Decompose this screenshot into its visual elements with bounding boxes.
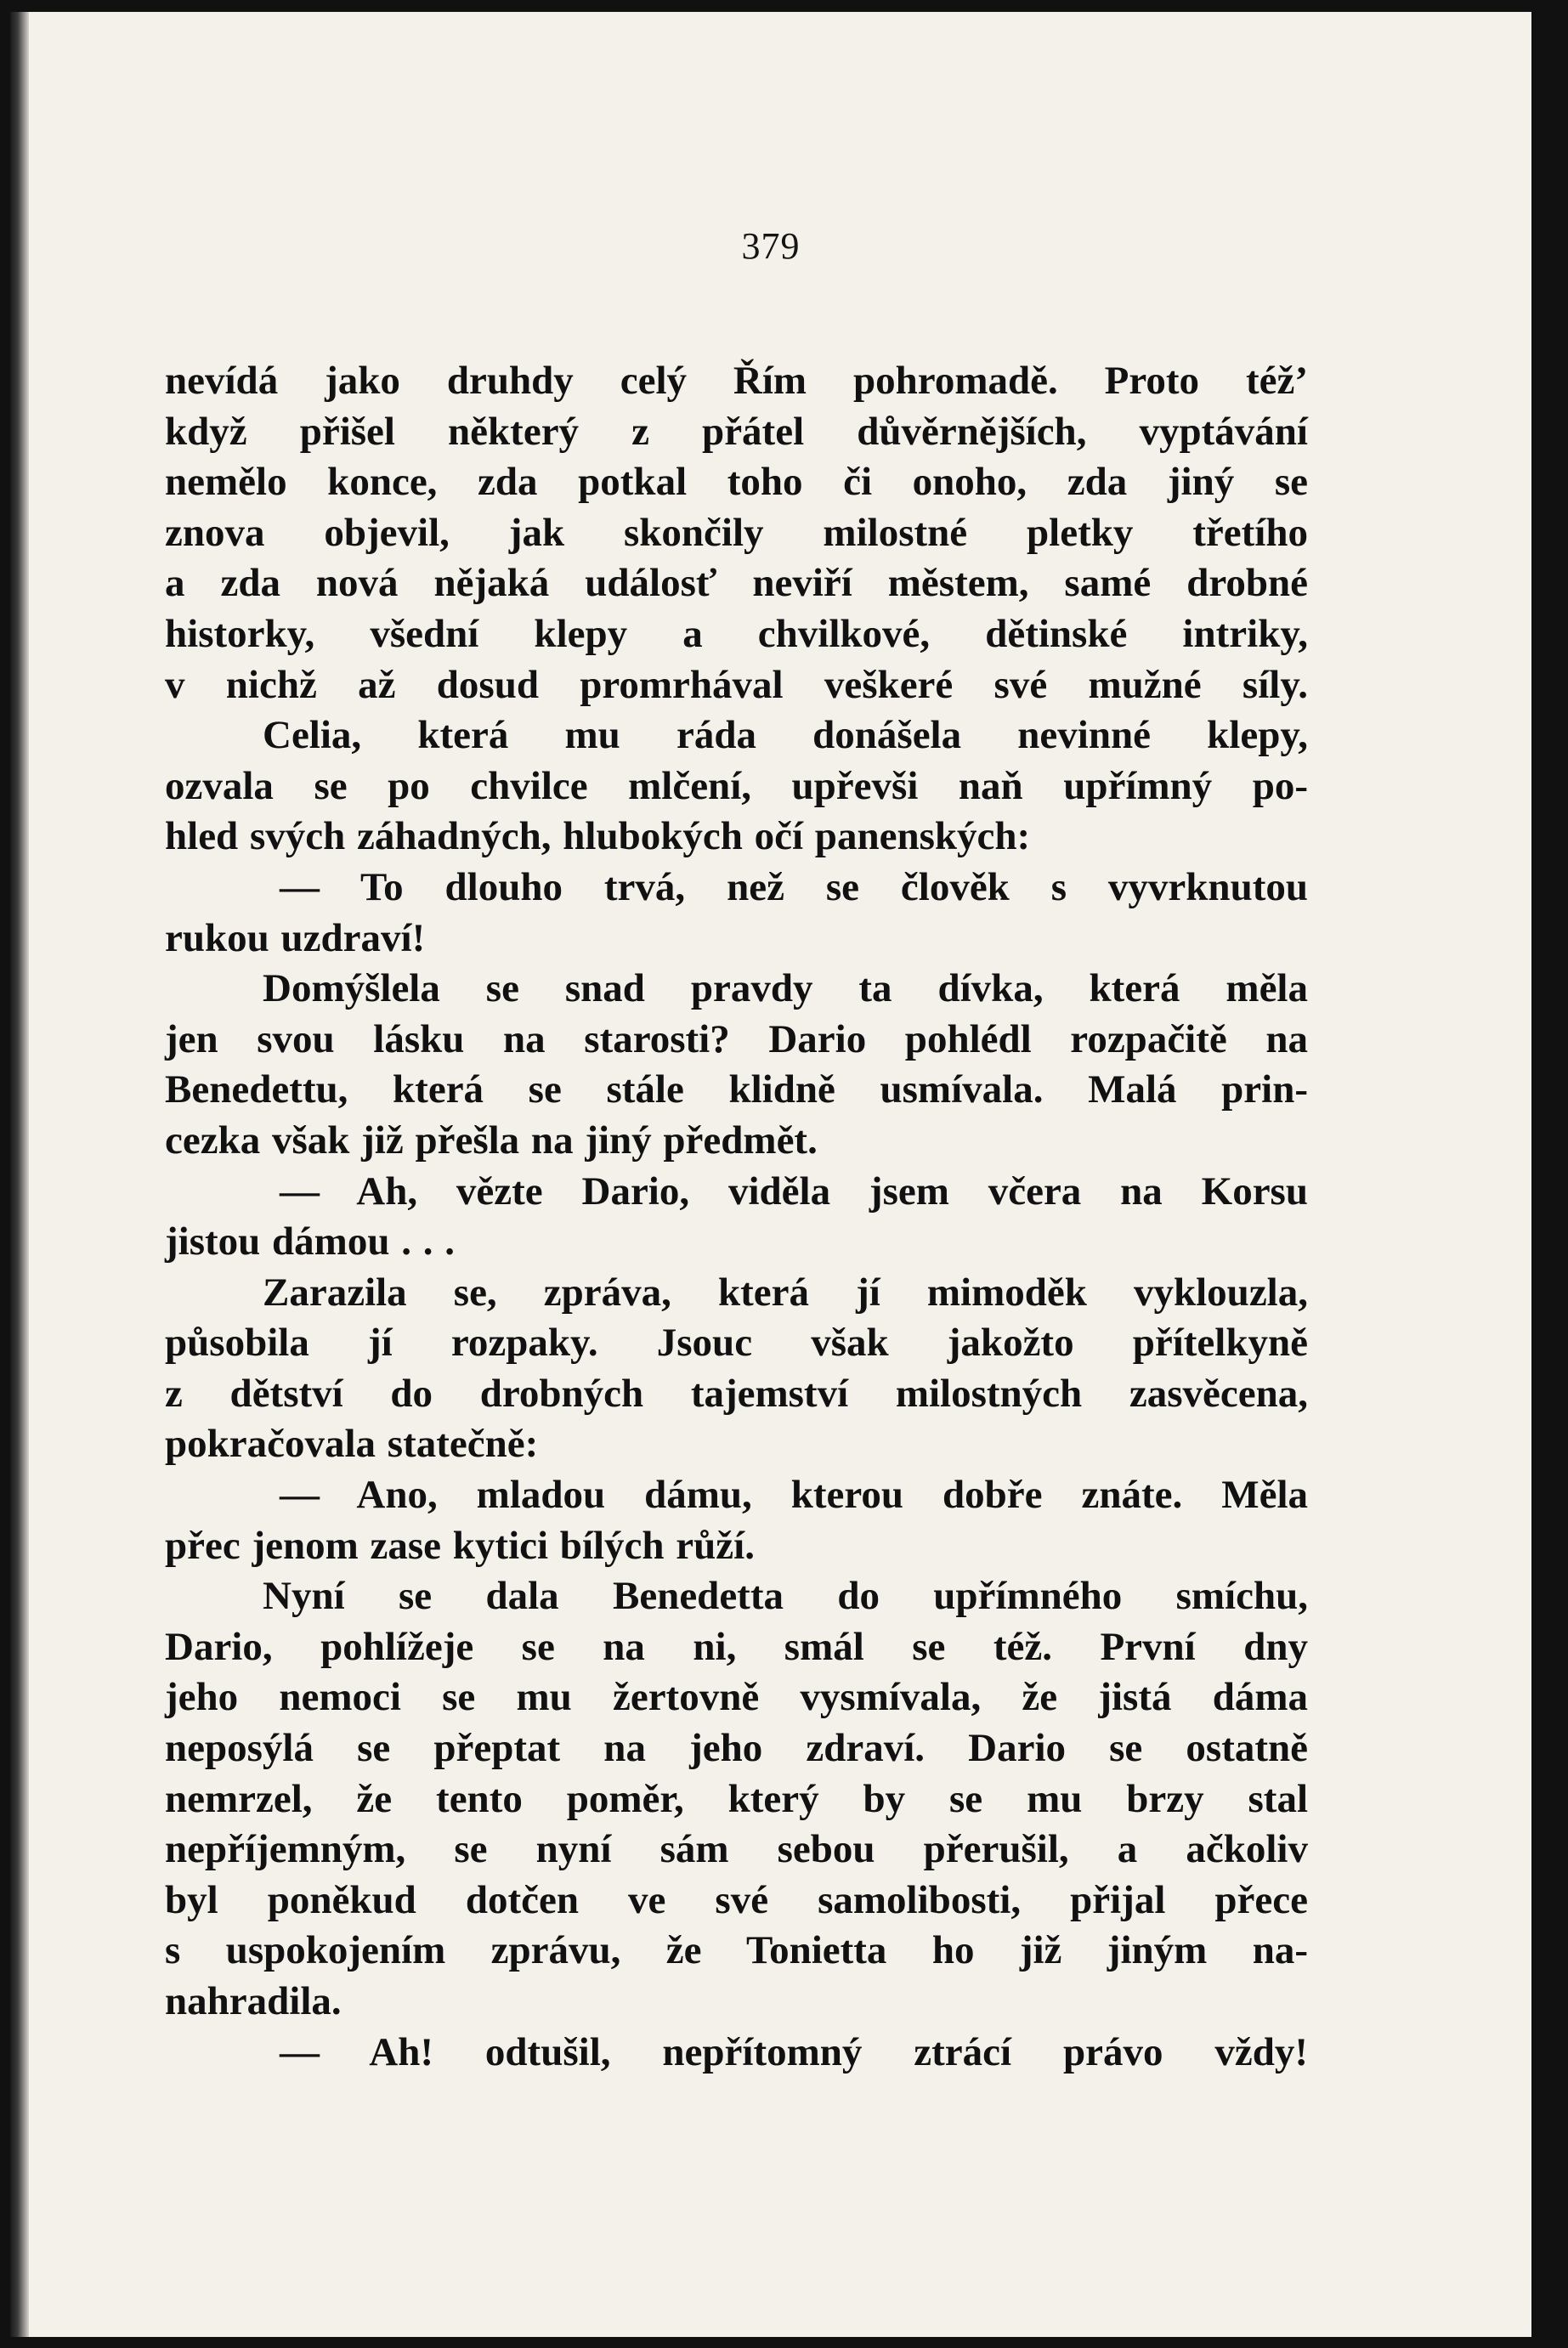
text-line: — Ano, mladou dámu, kterou dobře znáte. Měla: [280, 1473, 1308, 1518]
text-line: nahradila.: [165, 1979, 342, 2023]
text-line: cezka však již přešla na jiný předmět.: [165, 1117, 818, 1163]
text-line: jeho nemoci se mu žertovně vysmívala, že jistá dáma: [165, 1675, 1308, 1720]
text-line: když přišel některý z přátel důvěrnějších, vyptávání: [165, 409, 1308, 454]
text-line: Benedettu, která se stále klidně usmívala. Malá prin-: [165, 1067, 1308, 1112]
text-line: hled svých záhadných, hlubokých očí panenských:: [165, 814, 1031, 859]
text-line: jistou dámou . . .: [165, 1219, 455, 1265]
page-number: 379: [741, 225, 801, 267]
text-line: působila jí rozpaky. Jsouc však jakožto přítelkyně: [165, 1321, 1308, 1366]
text-line: rukou uzdraví!: [165, 915, 426, 960]
book-page: [10, 12, 1531, 2337]
text-line: — Ah, vězte Dario, viděla jsem včera na Korsu: [280, 1168, 1308, 1214]
text-line: ozvala se po chvilce mlčení, upřevši naň upřímný po-: [165, 763, 1308, 808]
text-line: Celia, která mu ráda donášela nevinné klepy,: [263, 713, 1308, 758]
text-line: přec jenom zase kytici bílých růží.: [165, 1523, 755, 1568]
text-line: Domýšlela se snad pravdy ta dívka, která měla: [263, 966, 1308, 1011]
text-line: znova objevil, jak skončily milostné pletky třetího: [165, 510, 1308, 555]
text-line: jen svou lásku na starosti? Dario pohlédl rozpačitě na: [165, 1016, 1308, 1061]
text-line: Nyní se dala Benedetta do upřímného smíchu,: [263, 1574, 1308, 1619]
text-line: historky, všední klepy a chvilkové, dětinské intriky,: [165, 611, 1308, 656]
text-line: z dětství do drobných tajemství milostných zasvěcena,: [165, 1371, 1308, 1416]
page-binding-edge: [10, 12, 29, 2337]
text-line: pokračovala statečně:: [165, 1422, 539, 1467]
text-line: nemrzel, že tento poměr, který by se mu brzy stal: [165, 1776, 1308, 1821]
text-line: Zarazila se, zpráva, která jí mimoděk vyklouzla,: [263, 1270, 1308, 1315]
text-line: neposýlá se přeptat na jeho zdraví. Dario se ostatně: [165, 1726, 1308, 1771]
text-line: byl poněkud dotčen ve své samolibosti, přijal přece: [165, 1877, 1308, 1922]
text-line: nevídá jako druhdy celý Řím pohromadě. Proto též’: [165, 359, 1308, 403]
text-line: a zda nová nějaká událosť neviří městem, samé drobné: [165, 561, 1308, 606]
text-line: v nichž až dosud promrhával veškeré své mužné síly.: [165, 662, 1308, 707]
text-line: s uspokojením zprávu, že Tonietta ho již jiným na-: [165, 1928, 1308, 1973]
text-line: — Ah! odtušil, nepřítomný ztrácí právo vždy!: [280, 2029, 1308, 2074]
text-line: Dario, pohlížeje se na ni, smál se též. První dny: [165, 1624, 1308, 1669]
body-text: [165, 356, 1308, 2078]
text-line: — To dlouho trvá, než se člověk s vyvrknutou: [280, 864, 1308, 909]
text-line: nemělo konce, zda potkal toho či onoho, zda jiný se: [165, 460, 1308, 505]
text-line: nepříjemným, se nyní sám sebou přerušil, a ačkoliv: [165, 1827, 1308, 1872]
